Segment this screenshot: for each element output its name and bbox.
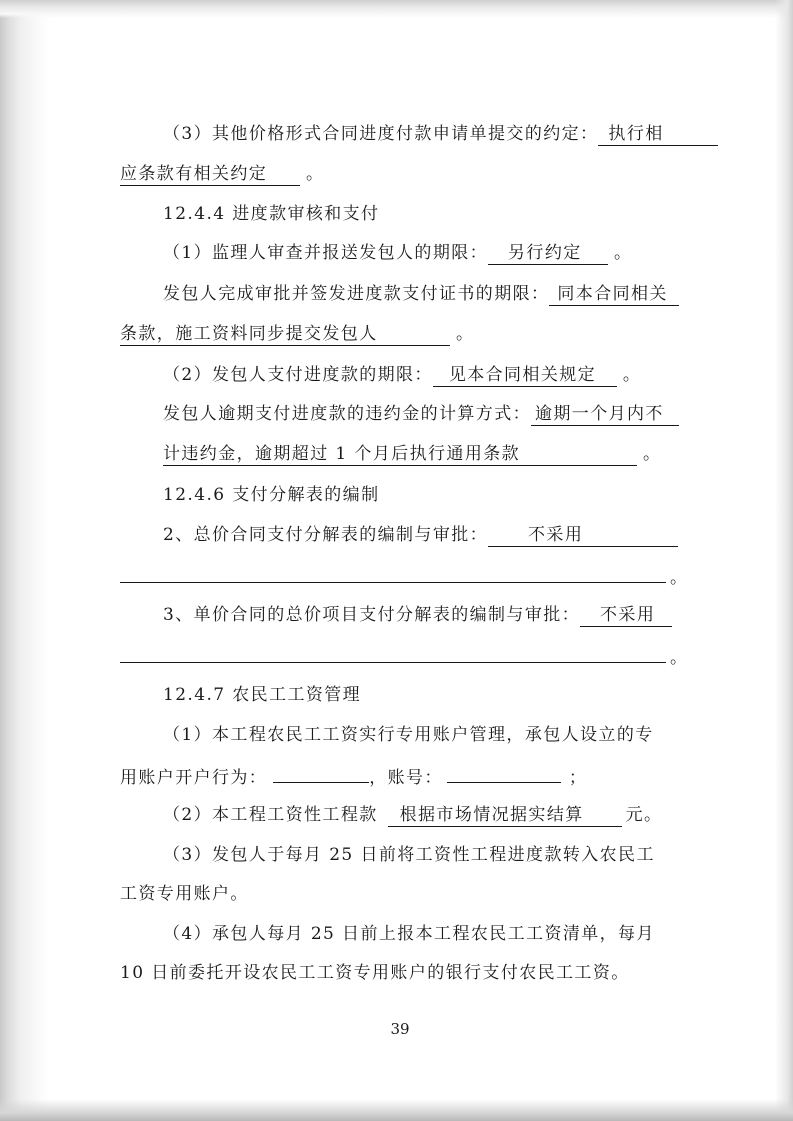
clause-text: （4）承包人每月 25 日前上报本工程农民工工资清单，每月: [163, 924, 655, 944]
clause-continuation: [120, 879, 249, 909]
filled-value: 根据市场情况据实结算: [388, 804, 622, 827]
clause-text: （2）发包人支付进度款的期限：: [163, 365, 433, 385]
heading-text: 12.4.6 支付分解表的编制: [163, 485, 380, 505]
account-blank-underline: [447, 760, 561, 783]
punctuation: 。: [670, 568, 689, 588]
blank-underline: [120, 560, 666, 583]
section-heading-12-4-4: [163, 199, 379, 229]
scan-edge-right: [775, 0, 793, 1121]
clause-text: （2）本工程工资性工程款: [163, 805, 378, 825]
filled-value: 执行相: [598, 123, 718, 146]
clause-account-info: [120, 760, 587, 790]
clause-text: 2、总价合同支付分解表的编制与审批：: [163, 525, 489, 545]
scan-edge-top: [0, 0, 793, 18]
scan-edge-left: [0, 0, 50, 1121]
filled-value: 不采用: [488, 524, 678, 547]
clause-employer-transfer: [163, 840, 655, 870]
clause-continuation: [120, 958, 630, 988]
clause-late-payment-penalty: [163, 399, 679, 429]
punctuation: 。: [456, 324, 475, 344]
punctuation: 。: [614, 243, 633, 263]
clause-text: （1）监理人审查并报送发包人的期限：: [163, 243, 489, 263]
punctuation: ；: [568, 768, 588, 788]
clause-text: 发包人逾期支付进度款的违约金的计算方式：: [163, 404, 531, 424]
section-heading-12-4-6: [163, 480, 379, 510]
section-heading-12-4-7: [163, 680, 361, 710]
clause-text: 用账户开户行为：: [120, 768, 268, 788]
punctuation: 。: [643, 444, 662, 464]
filled-value: 同本合同相关: [549, 283, 679, 306]
clause-text: （3）其他价格形式合同进度付款申请单提交的约定：: [163, 124, 599, 144]
filled-value: 另行约定: [488, 242, 608, 265]
clause-text: 元。: [625, 805, 663, 825]
clause-payment-period: [163, 360, 641, 390]
punctuation: 。: [622, 365, 642, 385]
blank-fill-line: [120, 560, 688, 590]
scan-edge-bottom: [0, 1099, 793, 1121]
clause-other-price-forms: [163, 119, 718, 149]
clause-text: （1）本工程农民工工资实行专用账户管理，承包人设立的专: [163, 725, 654, 745]
bank-blank-underline: [273, 760, 369, 783]
clause-supervisor-period: [163, 238, 632, 268]
clause-unit-price-schedule: [163, 600, 672, 630]
heading-text: 12.4.4 进度款审核和支付: [163, 204, 380, 224]
clause-text: 发包人完成审批并签发进度款支付证书的期限：: [163, 284, 550, 304]
filled-value: 见本合同相关规定: [433, 364, 617, 387]
clause-continuation: [120, 159, 324, 189]
clause-text: ，账号：: [369, 768, 443, 788]
clause-lump-sum-schedule: [163, 520, 678, 550]
filled-value: 逾期一个月内不: [531, 403, 679, 426]
heading-text: 12.4.7 农民工工资管理: [163, 685, 362, 705]
clause-text: 工资专用账户。: [120, 884, 249, 904]
punctuation: 。: [670, 648, 689, 668]
clause-text: （3）发包人于每月 25 日前将工资性工程进度款转入农民工: [163, 845, 655, 865]
clause-employer-approval-period: [163, 279, 679, 309]
clause-continuation: [120, 319, 474, 349]
filled-value: 计违约金，逾期超过 1 个月后执行通用条款: [163, 443, 637, 466]
clause-special-account: [163, 720, 654, 750]
blank-underline: [120, 640, 666, 663]
filled-value: 应条款有相关约定: [120, 163, 300, 186]
clause-contractor-report: [163, 919, 655, 949]
blank-fill-line: [120, 640, 688, 670]
clause-wage-payment: [163, 800, 662, 830]
punctuation: 。: [306, 164, 325, 184]
clause-text: 10 日前委托开设农民工工资专用账户的银行支付农民工工资。: [120, 963, 630, 983]
clause-continuation: [163, 439, 661, 469]
page-number: 39: [390, 1020, 410, 1038]
filled-value: 不采用: [580, 604, 672, 627]
clause-text: 3、单价合同的总价项目支付分解表的编制与审批：: [163, 605, 581, 625]
filled-value: 条款，施工资料同步提交发包人: [120, 323, 450, 346]
